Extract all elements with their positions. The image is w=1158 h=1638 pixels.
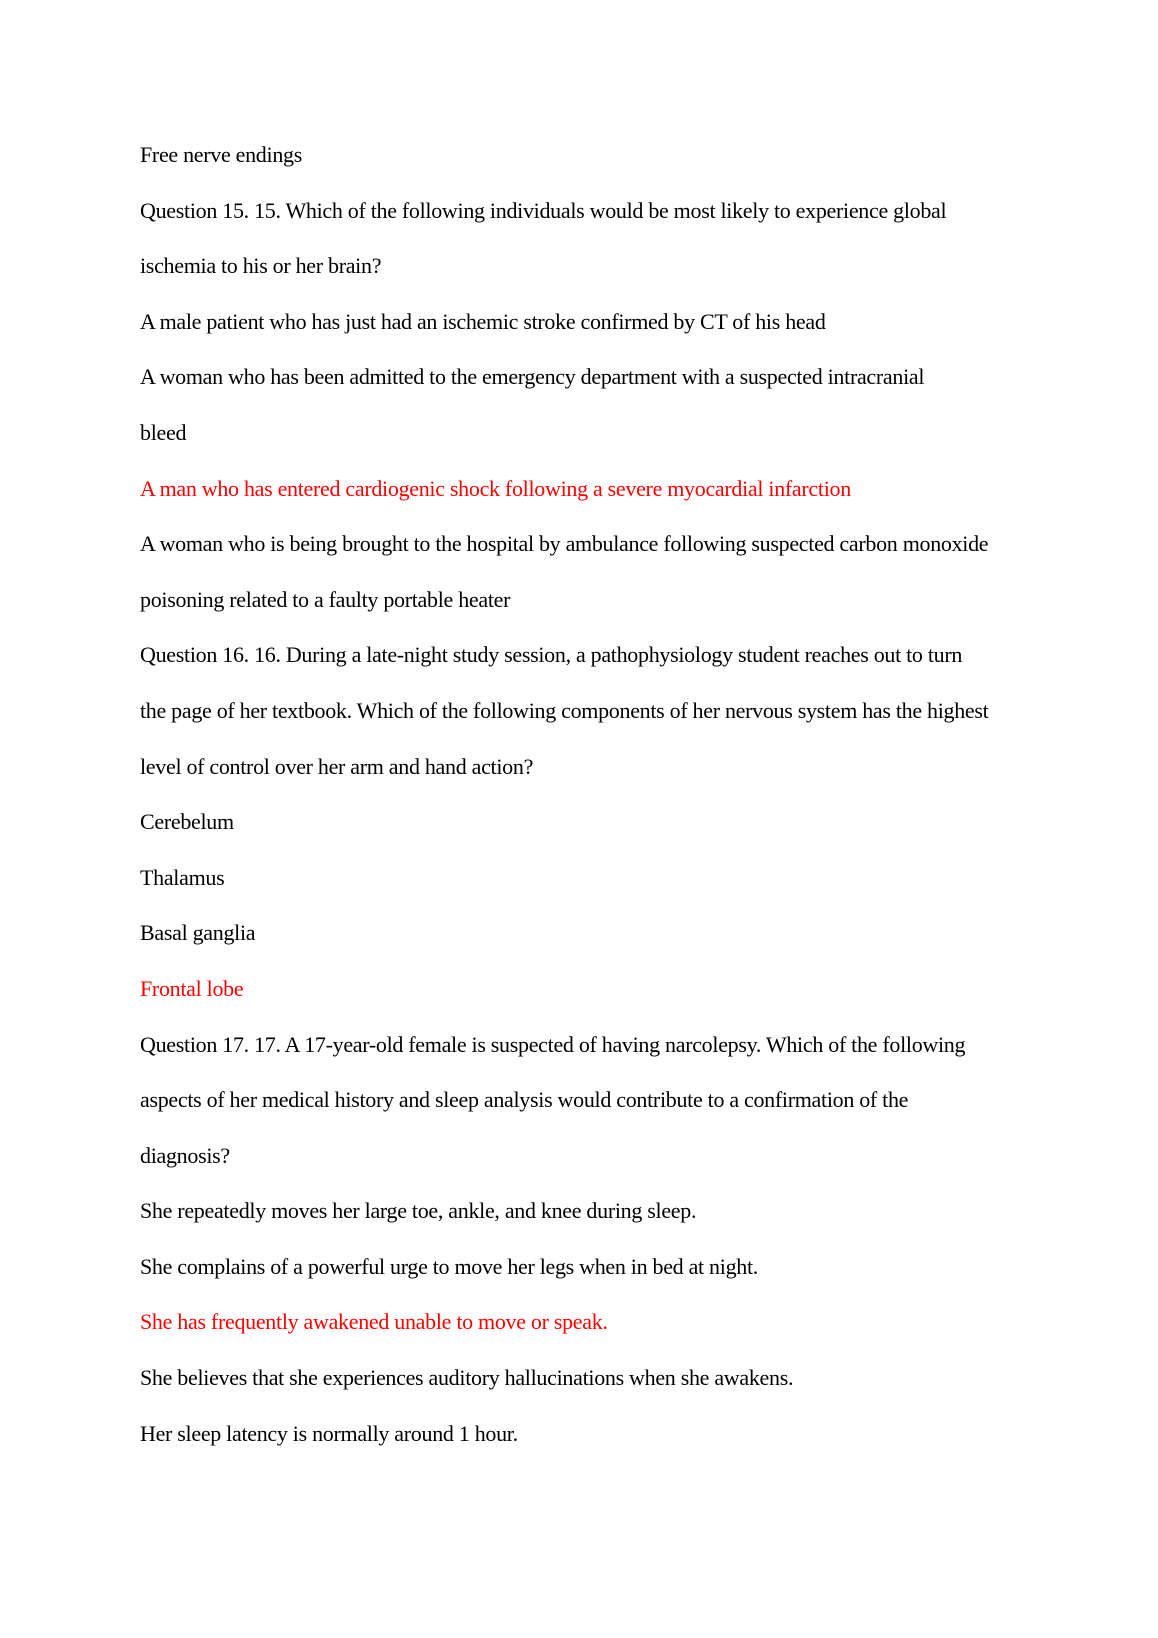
q17-option-b: She complains of a powerful urge to move her legs when in bed at night. xyxy=(140,1253,758,1279)
q15-correct-answer: A man who has entered cardiogenic shock following a severe myocardial infarction xyxy=(140,475,851,501)
question-17-text-cont-2: diagnosis? xyxy=(140,1142,230,1168)
q17-option-e: Her sleep latency is normally around 1 hour. xyxy=(140,1420,518,1446)
question-15-text: Question 15. 15. Which of the following individuals would be most likely to experience global xyxy=(140,197,947,223)
question-17-text: Question 17. 17. A 17-year-old female is suspected of having narcolepsy. Which of the following xyxy=(140,1031,966,1057)
q15-option-d-cont: poisoning related to a faulty portable heater xyxy=(140,586,511,612)
question-16-text-cont: the page of her textbook. Which of the following components of her nervous system has the highest xyxy=(140,697,989,723)
q16-option-a: Cerebelum xyxy=(140,809,234,835)
q17-option-a: She repeatedly moves her large toe, ankle, and knee during sleep. xyxy=(140,1198,697,1224)
q16-correct-answer: Frontal lobe xyxy=(140,975,244,1001)
answer-option-free-nerve-endings: Free nerve endings xyxy=(140,142,302,167)
q17-correct-answer: She has frequently awakened unable to move or speak. xyxy=(140,1309,608,1335)
question-17-text-cont: aspects of her medical history and sleep analysis would contribute to a confirmation of the xyxy=(140,1087,909,1113)
q15-option-b: A woman who has been admitted to the emergency department with a suspected intracranial xyxy=(140,364,925,390)
question-16-text-cont-2: level of control over her arm and hand action? xyxy=(140,753,534,779)
q15-option-b-cont: bleed xyxy=(140,419,187,445)
q15-option-d: A woman who is being brought to the hospital by ambulance following suspected carbon monoxide xyxy=(140,531,989,557)
question-16-text: Question 16. 16. During a late-night study session, a pathophysiology student reaches out to turn xyxy=(140,642,963,668)
q16-option-b: Thalamus xyxy=(140,864,225,890)
q16-option-c: Basal ganglia xyxy=(140,920,256,946)
question-15-text-cont: ischemia to his or her brain? xyxy=(140,253,382,279)
q15-option-a: A male patient who has just had an ischemic stroke confirmed by CT of his head xyxy=(140,308,826,334)
q17-option-d: She believes that she experiences auditory hallucinations when she awakens. xyxy=(140,1365,794,1391)
document-body xyxy=(140,127,1020,1461)
